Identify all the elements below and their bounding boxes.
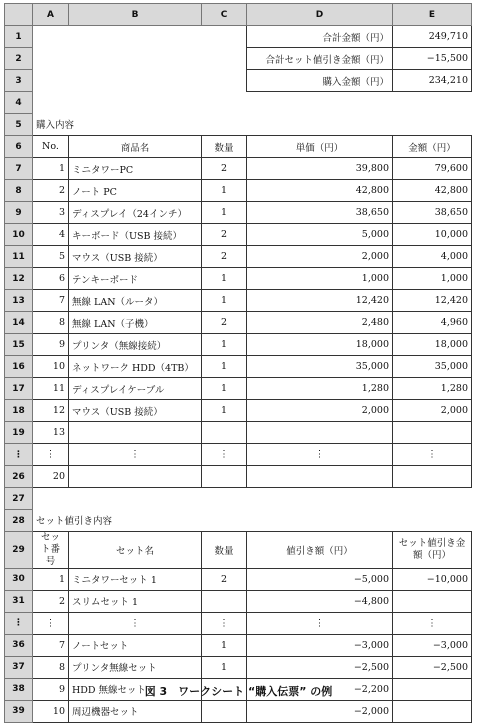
item-amount[interactable]: 1,000 [393,268,472,290]
set-total[interactable]: −3,000 [393,634,472,656]
set-name[interactable]: ミニタワーセット 1 [69,568,202,590]
item-amount[interactable] [393,466,472,488]
item-amount[interactable] [393,422,472,444]
item-price[interactable]: 2,000 [247,246,393,268]
items-header-amount[interactable]: 金額（円） [393,136,472,158]
row-header[interactable]: 31 [5,590,33,612]
sets-header-qty[interactable]: 数量 [202,532,247,569]
empty-cell[interactable] [33,48,247,70]
sheet-row [5,70,472,92]
ellipsis-cell[interactable]: ⋮ [69,444,202,466]
row-header[interactable]: 28 [5,510,33,532]
item-amount[interactable]: 18,000 [393,334,472,356]
item-name[interactable]: キーボード（USB 接続） [69,224,202,246]
item-qty[interactable]: 1 [202,202,247,224]
item-name[interactable]: ノート PC [69,180,202,202]
figure-caption: 図 3 ワークシート “購入伝票” の例 [144,685,333,698]
item-qty[interactable]: 1 [202,180,247,202]
ellipsis-cell[interactable]: ⋮ [393,612,472,634]
ellipsis-cell[interactable]: ⋮ [33,444,69,466]
row-header-ellipsis[interactable]: ⋮ [5,612,33,634]
set-disc[interactable]: −2,000 [247,700,393,722]
set-discount-total-label[interactable]: 合計セット値引き金額（円） [247,48,393,70]
column-header-e[interactable]: E [393,4,472,26]
item-no[interactable]: 9 [33,334,69,356]
item-qty[interactable]: 1 [202,356,247,378]
items-header-qty[interactable]: 数量 [202,136,247,158]
row-header[interactable]: 18 [5,400,33,422]
item-row [5,422,472,444]
item-name[interactable]: ミニタワーPC [69,158,202,180]
set-disc[interactable]: −2,500 [247,656,393,678]
item-no[interactable]: 12 [33,400,69,422]
ellipsis-cell[interactable]: ⋮ [247,612,393,634]
item-name[interactable]: 無線 LAN（ルータ） [69,290,202,312]
row-header[interactable]: 26 [5,466,33,488]
item-price[interactable]: 38,650 [247,202,393,224]
select-all-corner[interactable] [5,4,33,26]
set-row [5,656,472,678]
item-price[interactable]: 35,000 [247,356,393,378]
set-total[interactable] [393,590,472,612]
row-header[interactable]: 2 [5,48,33,70]
column-header-c[interactable]: C [202,4,247,26]
item-amount[interactable]: 1,280 [393,378,472,400]
empty-cell[interactable] [33,92,472,114]
set-no[interactable]: 7 [33,634,69,656]
row-header-ellipsis[interactable]: ⋮ [5,444,33,466]
set-total[interactable] [393,700,472,722]
item-qty[interactable] [202,422,247,444]
column-header-a[interactable]: A [33,4,69,26]
total-amount-label[interactable]: 合計金額（円） [247,26,393,48]
row-header[interactable]: 1 [5,26,33,48]
sheet-row [5,26,472,48]
item-qty[interactable]: 1 [202,290,247,312]
set-qty[interactable]: 1 [202,634,247,656]
item-no[interactable]: 2 [33,180,69,202]
sets-header-discount[interactable]: 値引き額（円） [247,532,393,569]
item-row [5,378,472,400]
ellipsis-cell[interactable]: ⋮ [202,612,247,634]
item-price[interactable] [247,422,393,444]
ellipsis-row [5,444,472,466]
row-header[interactable]: 11 [5,246,33,268]
item-row [5,400,472,422]
set-qty[interactable] [202,700,247,722]
ellipsis-cell[interactable]: ⋮ [33,612,69,634]
row-header[interactable]: 15 [5,334,33,356]
row-header[interactable]: 13 [5,290,33,312]
item-qty[interactable]: 1 [202,378,247,400]
row-header[interactable]: 37 [5,656,33,678]
item-no[interactable]: 7 [33,290,69,312]
item-qty[interactable]: 2 [202,312,247,334]
item-no[interactable]: 1 [33,158,69,180]
item-name[interactable]: ディスプレイ（24インチ） [69,202,202,224]
set-no[interactable]: 1 [33,568,69,590]
ellipsis-cell[interactable]: ⋮ [202,444,247,466]
item-row [5,334,472,356]
item-name[interactable] [69,466,202,488]
set-qty[interactable] [202,590,247,612]
sheet-row [5,114,472,136]
item-name[interactable]: マウス（USB 接続） [69,400,202,422]
row-header[interactable]: 29 [5,532,33,569]
row-header[interactable]: 5 [5,114,33,136]
row-header[interactable]: 16 [5,356,33,378]
row-header[interactable]: 6 [5,136,33,158]
item-name[interactable]: マウス（USB 接続） [69,246,202,268]
row-header[interactable]: 7 [5,158,33,180]
worksheet-grid [4,3,472,723]
set-disc[interactable]: −3,000 [247,634,393,656]
purchase-amount-label[interactable]: 購入金額（円） [247,70,393,92]
set-discount-section-title[interactable]: セット値引き内容 [36,516,113,528]
row-header[interactable]: 36 [5,634,33,656]
empty-cell[interactable] [33,70,247,92]
item-row [5,356,472,378]
sets-header-total[interactable]: セット値引き金額（円） [393,532,472,569]
item-name[interactable]: ネットワーク HDD（4TB） [69,356,202,378]
item-price[interactable] [247,466,393,488]
item-price[interactable]: 42,800 [247,180,393,202]
set-no[interactable]: 10 [33,700,69,722]
item-row [5,158,472,180]
item-no[interactable]: 6 [33,268,69,290]
item-price[interactable]: 5,000 [247,224,393,246]
row-header[interactable]: 4 [5,92,33,114]
items-header-price[interactable]: 単価（円） [247,136,393,158]
item-name[interactable] [69,422,202,444]
sheet-row [5,466,472,488]
item-qty[interactable]: 1 [202,334,247,356]
set-qty[interactable]: 1 [202,656,247,678]
item-no[interactable]: 13 [33,422,69,444]
row-header[interactable]: 9 [5,202,33,224]
item-row [5,290,472,312]
item-row [5,224,472,246]
item-no[interactable]: 10 [33,356,69,378]
row-header[interactable]: 3 [5,70,33,92]
item-price[interactable]: 12,420 [247,290,393,312]
sheet-row [5,510,472,532]
set-disc[interactable]: −2,200 [247,678,393,700]
item-name[interactable]: ディスプレイケーブル [69,378,202,400]
purchase-amount-value[interactable]: 234,210 [393,70,472,92]
ellipsis-row [5,612,472,634]
ellipsis-cell[interactable]: ⋮ [393,444,472,466]
item-no[interactable]: 20 [33,466,69,488]
item-no[interactable]: 4 [33,224,69,246]
total-amount-value[interactable]: 249,710 [393,26,472,48]
item-price[interactable]: 2,480 [247,312,393,334]
item-row [5,202,472,224]
row-header[interactable]: 19 [5,422,33,444]
row-header[interactable]: 27 [5,488,33,510]
item-name[interactable]: 無線 LAN（子機） [69,312,202,334]
items-header-name[interactable]: 商品名 [69,136,202,158]
sets-header-name[interactable]: セット名 [69,532,202,569]
item-no[interactable]: 5 [33,246,69,268]
set-name[interactable]: ノートセット [69,634,202,656]
column-header-b[interactable]: B [69,4,202,26]
row-header[interactable]: 14 [5,312,33,334]
item-price[interactable]: 2,000 [247,400,393,422]
purchase-section-title[interactable]: 購入内容 [36,120,75,132]
spreadsheet [4,3,471,723]
item-amount[interactable]: 4,000 [393,246,472,268]
row-header[interactable]: 30 [5,568,33,590]
set-row [5,590,472,612]
column-header-d[interactable]: D [247,4,393,26]
set-name[interactable]: 周辺機器セット [69,700,202,722]
row-header[interactable]: 10 [5,224,33,246]
item-price[interactable]: 39,800 [247,158,393,180]
row-header[interactable]: 12 [5,268,33,290]
item-qty[interactable]: 2 [202,246,247,268]
empty-cell[interactable] [33,488,472,510]
sheet-row [5,488,472,510]
item-row [5,312,472,334]
row-header[interactable]: 38 [5,678,33,700]
item-amount[interactable]: 2,000 [393,400,472,422]
item-price[interactable]: 1,280 [247,378,393,400]
set-no[interactable]: 8 [33,656,69,678]
ellipsis-cell[interactable]: ⋮ [247,444,393,466]
set-row [5,634,472,656]
set-no[interactable]: 9 [33,678,69,700]
item-amount[interactable]: 38,650 [393,202,472,224]
item-no[interactable]: 8 [33,312,69,334]
item-amount[interactable]: 79,600 [393,158,472,180]
item-name[interactable]: プリンタ（無線接続） [69,334,202,356]
item-amount[interactable]: 4,960 [393,312,472,334]
row-header[interactable]: 39 [5,700,33,722]
item-qty[interactable]: 2 [202,158,247,180]
item-row [5,180,472,202]
ellipsis-cell[interactable]: ⋮ [69,612,202,634]
item-no[interactable]: 11 [33,378,69,400]
item-row [5,246,472,268]
set-name[interactable]: HDD 無線セット [69,678,202,700]
item-price[interactable]: 18,000 [247,334,393,356]
item-qty[interactable] [202,466,247,488]
set-disc[interactable]: −4,800 [247,590,393,612]
sets-header-row [5,532,472,569]
item-amount[interactable]: 10,000 [393,224,472,246]
set-total[interactable]: −10,000 [393,568,472,590]
column-header-row [5,4,472,26]
item-row [5,268,472,290]
set-qty[interactable]: 2 [202,568,247,590]
item-no[interactable]: 3 [33,202,69,224]
item-name[interactable]: テンキーボード [69,268,202,290]
set-name[interactable]: プリンタ無線セット [69,656,202,678]
item-qty[interactable]: 1 [202,268,247,290]
item-amount[interactable]: 35,000 [393,356,472,378]
set-discount-total-value[interactable]: −15,500 [393,48,472,70]
set-total[interactable]: −2,500 [393,656,472,678]
items-header-no[interactable]: No. [33,136,69,158]
empty-cell[interactable] [33,26,247,48]
set-row [5,568,472,590]
set-disc[interactable]: −5,000 [247,568,393,590]
item-price[interactable]: 1,000 [247,268,393,290]
items-header-row [5,136,472,158]
item-qty[interactable]: 1 [202,400,247,422]
item-qty[interactable]: 2 [202,224,247,246]
item-amount[interactable]: 42,800 [393,180,472,202]
sheet-row [5,92,472,114]
set-name[interactable]: スリムセット 1 [69,590,202,612]
item-amount[interactable]: 12,420 [393,290,472,312]
set-no[interactable]: 2 [33,590,69,612]
set-row [5,700,472,722]
sheet-row [5,48,472,70]
row-header[interactable]: 8 [5,180,33,202]
row-header[interactable]: 17 [5,378,33,400]
sets-header-no[interactable]: セット番号 [33,532,69,569]
